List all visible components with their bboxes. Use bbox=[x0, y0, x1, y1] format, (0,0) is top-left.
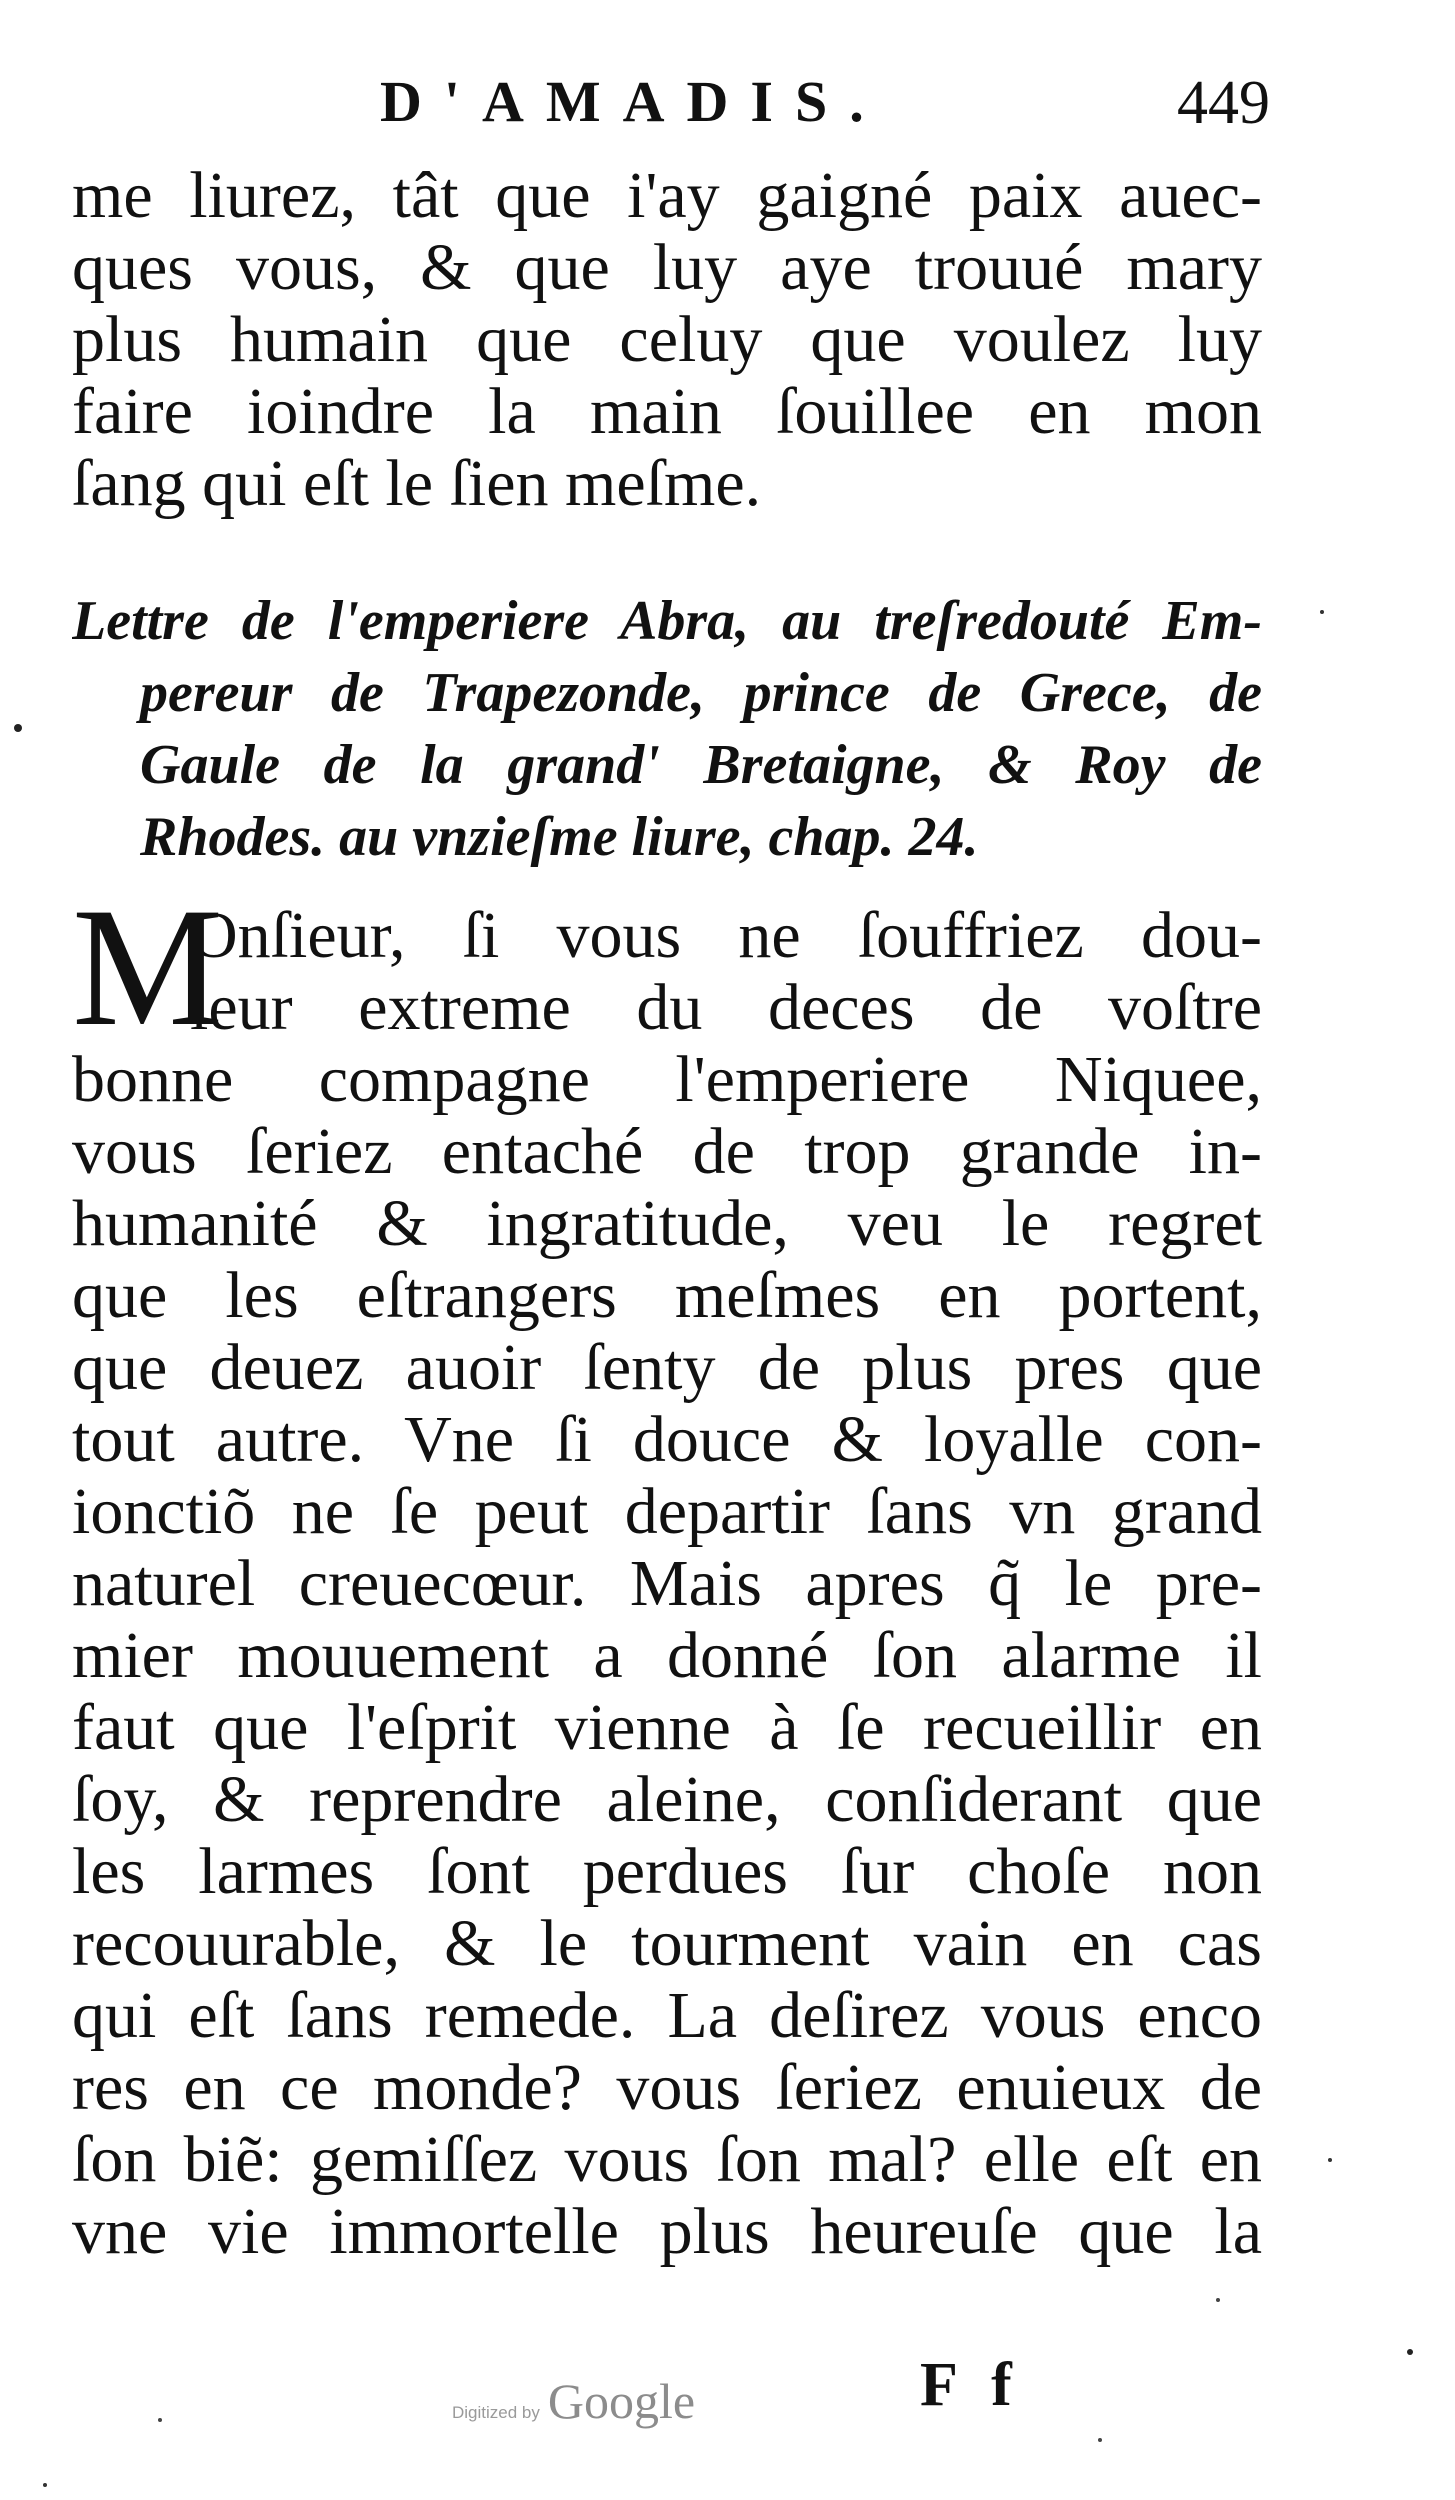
speck bbox=[1320, 610, 1324, 614]
digitization-watermark bbox=[452, 2372, 695, 2430]
title-line: pereur de Trapezonde, prince de Grece, de bbox=[140, 662, 1262, 724]
speck bbox=[1407, 2349, 1413, 2355]
text-line: les larmes ſont perdues ſur choſe non bbox=[72, 1836, 1262, 1908]
text-line: faire ioindre la main ſouillee en mon bbox=[72, 376, 1262, 448]
drop-cap: M bbox=[72, 873, 224, 1061]
speck bbox=[1098, 2438, 1102, 2442]
letter-title bbox=[72, 585, 1262, 873]
text-line: humanité & ingratitude, veu le regret bbox=[72, 1188, 1262, 1260]
text-line: naturel creuecœur. Mais apres q̃ le pre- bbox=[72, 1548, 1262, 1620]
text-line: me liurez, tât que i'ay gaigné paix auec- bbox=[72, 160, 1262, 232]
text-line: ionctiõ ne ſe peut departir ſans vn grand bbox=[72, 1476, 1262, 1548]
running-title: D'AMADIS. bbox=[380, 69, 886, 134]
page-header bbox=[60, 58, 1270, 148]
text-line: bonne compagne l'emperiere Niquee, bbox=[72, 1044, 1262, 1116]
text-line: ſoy, & reprendre aleine, conſiderant que bbox=[72, 1764, 1262, 1836]
text-line: tout autre. Vne ſi douce & loyalle con- bbox=[72, 1404, 1262, 1476]
text-line: ſon biẽ: gemiſſez vous ſon mal? elle eſt en bbox=[72, 2124, 1262, 2196]
google-logo: Google bbox=[547, 2373, 696, 2429]
title-line: Rhodes. au vnzieſme liure, chap. 24. bbox=[140, 806, 979, 868]
paragraph-continued bbox=[72, 160, 1262, 520]
speck bbox=[1216, 2298, 1220, 2302]
page-number: 449 bbox=[1177, 69, 1270, 137]
text-line: qui eſt ſans remede. La deſirez vous enco bbox=[72, 1980, 1262, 2052]
speck bbox=[1328, 2158, 1332, 2162]
text-line: que deuez auoir ſenty de plus pres que bbox=[72, 1332, 1262, 1404]
text-line: ſang qui eſt le ſien meſme. bbox=[72, 448, 762, 520]
speck bbox=[158, 2418, 162, 2422]
text-line: vne vie immortelle plus heureuſe que la bbox=[72, 2196, 1262, 2268]
text-line: que les eſtrangers meſmes en portent, bbox=[72, 1260, 1262, 1332]
text-line: ques vous, & que luy aye trouué mary bbox=[72, 232, 1262, 304]
letter-body bbox=[72, 873, 1262, 2268]
text-line: leur extreme du deces de voſtre bbox=[190, 972, 1262, 1044]
text-line: Onſieur, ſi vous ne ſouffriez dou- bbox=[190, 900, 1262, 972]
text-line: res en ce monde? vous ſeriez enuieux de bbox=[72, 2052, 1262, 2124]
text-line: mier mouuement a donné ſon alarme il bbox=[72, 1620, 1262, 1692]
text-line: vous ſeriez entaché de trop grande in- bbox=[72, 1116, 1262, 1188]
signature-mark: F f bbox=[920, 2351, 1022, 2419]
speck bbox=[43, 2483, 47, 2487]
speck bbox=[14, 724, 22, 732]
text-line: recouurable, & le tourment vain en cas bbox=[72, 1908, 1262, 1980]
text-line: plus humain que celuy que voulez luy bbox=[72, 304, 1262, 376]
text-line: faut que l'eſprit vienne à ſe recueillir en bbox=[72, 1692, 1262, 1764]
title-line: Lettre de l'emperiere Abra, au treſredouté Em- bbox=[72, 590, 1262, 652]
digitized-by-label: Digitized by bbox=[452, 2403, 540, 2422]
title-line: Gaule de la grand' Bretaigne, & Roy de bbox=[140, 734, 1262, 796]
